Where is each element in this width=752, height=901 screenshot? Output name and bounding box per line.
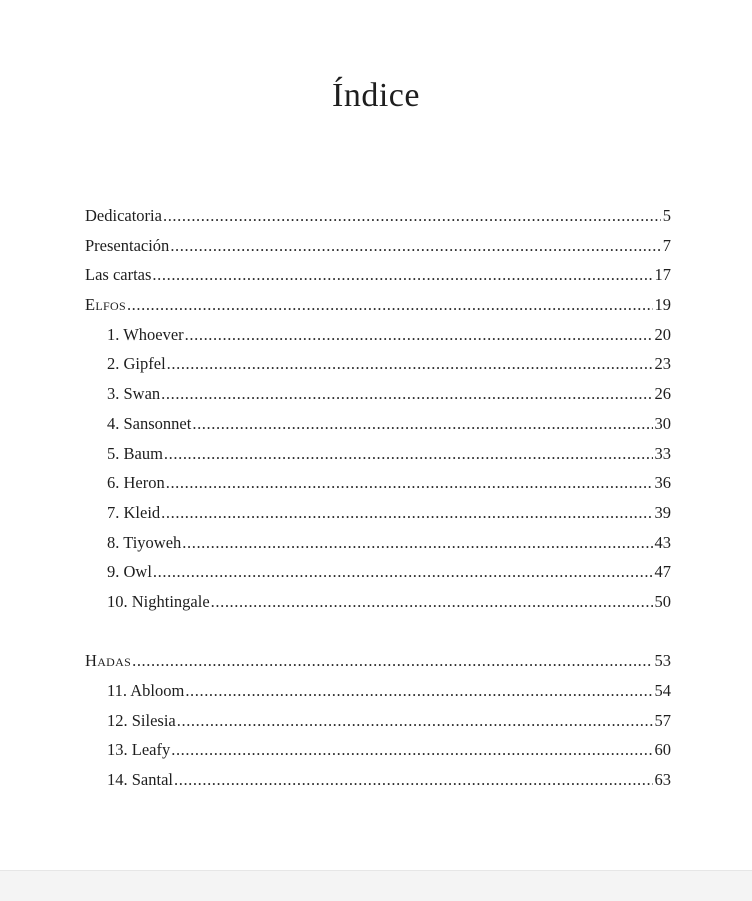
toc-subentry <box>85 765 671 795</box>
toc-dot-leader <box>167 349 653 379</box>
toc-entry-label: Dedicatoria <box>85 206 162 225</box>
toc-page-number: 36 <box>654 473 671 493</box>
toc-entry-label: 8. Tiyoweh <box>107 532 182 552</box>
toc-entry-label: Las cartas <box>85 265 152 285</box>
toc-page-number: 54 <box>654 681 671 700</box>
page-bottom-edge <box>0 870 752 901</box>
toc-page-number: 63 <box>654 770 671 790</box>
toc-subentry <box>85 379 671 409</box>
toc-entry <box>85 290 671 320</box>
toc-entry-label: 12. Silesia <box>107 710 176 730</box>
toc-page-number: 20 <box>654 324 671 344</box>
toc-entry <box>85 646 671 676</box>
toc-entry-label: 13. Leafy <box>107 740 171 760</box>
toc-entry-label: 4. Sansonnet <box>107 413 192 433</box>
toc-page-number: 23 <box>654 354 671 374</box>
toc-page-number: 39 <box>654 502 671 522</box>
page-title: Índice <box>332 77 420 114</box>
toc-subentry <box>85 528 671 558</box>
toc-subentry <box>85 676 671 706</box>
toc-entry-label: 2. Gipfel <box>107 354 166 374</box>
toc-subentry <box>85 439 671 469</box>
toc-page-number: 57 <box>654 710 671 730</box>
toc-subentry <box>85 409 671 439</box>
toc-subentry <box>85 735 671 765</box>
toc-subentry <box>85 498 671 528</box>
toc-subentry <box>85 320 671 350</box>
toc-dot-leader <box>164 439 653 469</box>
toc-dot-leader <box>192 409 652 439</box>
toc-entry <box>85 260 671 290</box>
toc-entry-label: 7. Kleid <box>107 502 161 522</box>
toc-dot-leader <box>177 706 653 736</box>
toc-dot-leader <box>153 557 653 587</box>
toc-page-number: 17 <box>654 265 671 285</box>
toc-page-number: 53 <box>654 651 671 671</box>
toc-dot-leader <box>161 498 652 528</box>
toc-entry-label: 6. Heron <box>107 473 165 493</box>
toc-entry <box>85 231 671 261</box>
toc-page-number: 5 <box>662 206 671 225</box>
toc-entry <box>85 201 671 231</box>
toc-dot-leader <box>185 320 653 350</box>
toc-dot-leader <box>163 201 661 231</box>
toc-dot-leader <box>182 528 652 558</box>
toc-subentry <box>85 468 671 498</box>
toc-entry-label: 10. Nightingale <box>107 591 210 611</box>
toc-subentry <box>85 349 671 379</box>
toc-page-number: 7 <box>662 235 671 255</box>
toc-entry-label: 9. Owl <box>107 562 152 582</box>
toc-subentry <box>85 706 671 736</box>
toc-dot-leader <box>161 379 652 409</box>
toc-dot-leader <box>132 646 652 676</box>
toc-dot-leader <box>211 587 653 617</box>
toc-page-number: 43 <box>654 532 671 552</box>
table-of-contents <box>85 201 671 795</box>
toc-subentry <box>85 557 671 587</box>
toc-page-number: 30 <box>654 413 671 433</box>
toc-subentry <box>85 587 671 617</box>
toc-page-number: 60 <box>654 740 671 760</box>
toc-entry-label: 1. Whoever <box>107 324 184 344</box>
toc-dot-leader <box>185 676 652 706</box>
toc-page-number: 50 <box>654 591 671 611</box>
toc-entry-label: Hadas <box>85 651 132 671</box>
toc-entry-label: 5. Baum <box>107 443 163 463</box>
toc-dot-leader <box>127 290 653 320</box>
toc-dot-leader <box>166 468 653 498</box>
toc-dot-leader <box>174 765 653 795</box>
toc-page-number: 26 <box>654 384 671 404</box>
toc-dot-leader <box>170 231 660 261</box>
toc-page-number: 47 <box>654 562 671 582</box>
toc-dot-leader <box>171 735 652 765</box>
toc-dot-leader <box>152 260 652 290</box>
toc-page-number: 33 <box>654 443 671 463</box>
toc-entry-label: 14. Santal <box>107 770 173 790</box>
toc-entry-label: Presentación <box>85 235 170 255</box>
toc-page-number: 19 <box>654 295 671 315</box>
toc-entry-label: 11. Abloom <box>107 681 185 700</box>
toc-entry-label: 3. Swan <box>107 384 161 404</box>
toc-entry-label: Elfos <box>85 295 126 315</box>
